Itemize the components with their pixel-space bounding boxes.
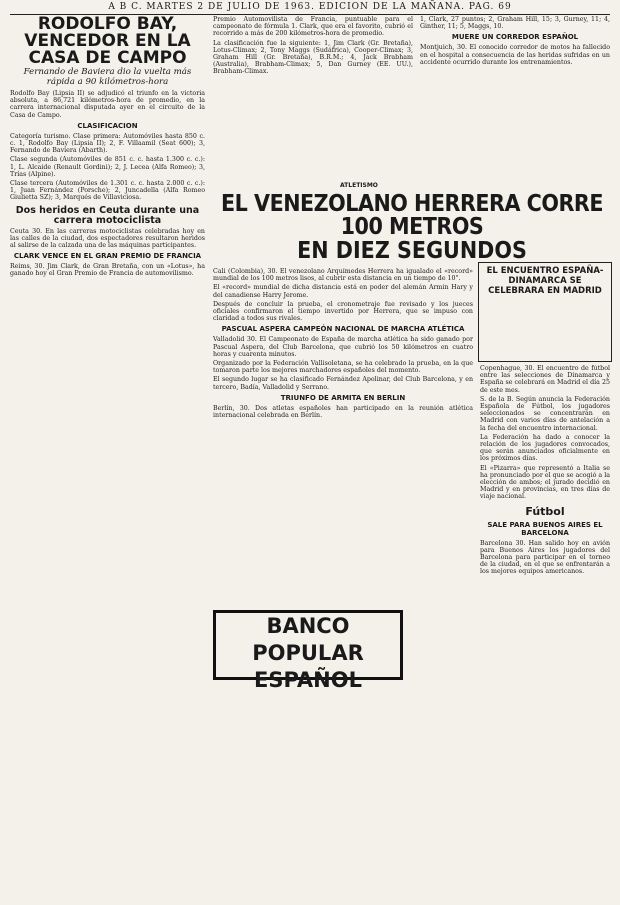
paragraph: Rodolfo Bay (Lipsia II) se adjudicó el triunfo en la victoria absoluta, a 86,721 kilómetros-hora de promedio, en la carrera internacional disputada ayer en el circuito de la Casa de Campo. [10,90,205,119]
paragraph: Clase segunda (Automóviles de 851 c. c. hasta 1.300 c. c.): 1, L. Alcaide (Renault Gordini); 2, J. Lecea (Alfa Romeo); 3, Trías (Alpine). [10,156,205,178]
boxed-article-espana-dinamarca [478,262,612,362]
paragraph: Clase tercera (Automóviles de 1.301 c. c. hasta 2.000 c. c.): 1, Juan Fernández (Porsche); 2, Juncadella (Alfa Romeo Giulietta SZ); 3, Marqués de Villaviciosa. [10,180,205,202]
paragraph: Reims, 30. Jim Clark, de Gran Bretaña, con un «Lotus», ha ganado hoy el Gran Premio de Francia de automovilismo. [10,263,205,278]
paragraph: 1, Clark, 27 puntos; 2, Graham Hill, 15; 3, Gurney, 11; 4, Ginther, 11; 5, Maggs, 10. [420,16,610,31]
column-2-top [213,16,413,196]
column-3-top [420,16,610,196]
article-herrera [213,268,473,598]
headline-aspera: PASCUAL ASPERA CAMPEÓN NACIONAL DE MARCHA ATLÉTICA [221,325,465,334]
headline-muere: MUERE UN CORREDOR ESPAÑOL [451,33,579,42]
banner-line-2: EN DIEZ SEGUNDOS [297,238,527,264]
ad-line-2: ESPAÑOL [254,668,362,692]
paragraph: Berlín, 30. Dos atletas españoles han participado en la reunión atlética internacional celebrada en Berlín. [213,404,473,420]
header-rule [10,14,610,15]
paragraph: Después de concluir la prueba, el cronometraje fue revisado y los jueces oficiales confirmaron el tiempo invertido por Herrera, que se impuso con claridad a todos sus rivales. [213,300,473,323]
paragraph: Valladolid 30. El Campeonato de España de marcha atlética ha sido ganado por Pascual Aspera, del Club Barcelona, que cubrió los 50 kilómetros en cuatro horas y cuarenta minutos. [213,336,473,358]
paragraph: Montjuich, 30. El conocido corredor de motos ha fallecido en el hospital a consecuencia de las heridas sufridas en un accidente ocurrido durante los entrenamientos. [420,44,610,66]
paragraph: Cali (Colombia), 30. El venezolano Arquímedes Herrera ha igualado el «record» mundial de los 100 metros lisos, al cubrir esta distancia en un tiempo de 10". [213,268,473,283]
headline-barcelona: SALE PARA BUENOS AIRES EL BARCELONA [487,520,603,537]
paragraph: Ceuta 30. En las carreras motociclistas celebradas hoy en las calles de la ciudad, dos espectadores resultaron heridos al salirse de la calzada una de las máquinas participantes. [10,227,205,250]
banner-line-1: EL VENEZOLANO HERRERA CORRE 100 METROS [221,191,603,240]
paragraph: Organizado por la Federación Vallisoletana, se ha celebrado la prueba, en la que tomaron parte los mejores marchadores españoles del momento. [213,360,473,375]
headline-clark: CLARK VENCE EN EL GRAN PREMIO DE FRANCIA [13,252,202,261]
paragraph: El «record» mundial de dicha distancia está en poder del alemán Armin Hary y del canadiense Harry Jerome. [213,284,473,299]
headline-encuentro: EL ENCUENTRO ESPAÑA-DINAMARCA SE CELEBRARA EN MADRID [486,266,604,296]
paragraph: Barcelona 30. Han salido hoy en avión para Buenos Aires los jugadores del Barcelona para participar en el torneo de la ciudad, en el que se enfrentarán a los mejores equipos americanos. [480,539,610,576]
paragraph: Categoría turismo. Clase primera: Automóviles hasta 850 c. c. 1, Rodolfo Bay (Lipsia II); 2, F. Villaamil (Seat 600); 3, Fernando de Baviera (Abarth). [10,132,205,155]
subheadline-baviera: Fernando de Baviera dio la vuelta más rápida a 90 kilómetros-hora [23,67,192,87]
headline-rodolfo-bay: RODOLFO BAY, VENCEDOR EN LA CASA DE CAMPO [24,16,191,68]
headline-ceuta: Dos heridos en Ceuta durante una carrera motociclista [15,204,200,226]
banner-headline [212,193,612,263]
headline-armita: TRIUNFO DE ARMITA EN BERLIN [280,393,406,402]
ad-banco-popular [213,610,403,692]
section-atletismo: ATLETISMO [340,182,378,189]
section-clasificacion: CLASIFICACION [77,121,138,130]
paragraph: La Federación ha dado a conocer la relación de los jugadores convocados, que serán anunciados oficialmente en los próximos días. [480,433,610,463]
column-3-bottom [480,365,610,905]
paragraph: Premio Automovilista de Francia, puntuable para el campeonato de fórmula 1. Clark, que era el favorito, cubrió el recorrido a más de 200 kilómetros-hora de promedio. [213,16,413,38]
ad-line-1: BANCO POPULAR [252,614,364,665]
paragraph: El «Pizarra» que representó a Italia se ha pronunciado por el que se acogió a la elección de ambos; el jurado decidió en Madrid y en provincias, en tres días de viaje nacional. [480,464,610,501]
paragraph: La clasificación fue la siguiente: 1, Jim Clark (Gr. Bretaña), Lotus-Climax; 2, Tony Maggs (Sudáfrica), Cooper-Climax; 3, Graham Hill (Gr. Bretaña), B.R.M.; 4, Jack Brabham (Australia), Brabham-Climax; 5, Dan Gurney (EE. UU.), Brabham-Climax. [213,39,413,76]
page-header: A B C. MARTES 2 DE JULIO DE 1963. EDICION DE LA MAÑANA. PAG. 69 [108,2,512,12]
section-futbol: Fútbol [525,504,565,518]
paragraph: El segundo lugar se ha clasificado Fernández Apolinar, del Club Barcelona, y en tercero, Badía, Valladolid y Serrano. [213,376,473,391]
paragraph: Copenhague, 30. El encuentro de fútbol entre las selecciones de Dinamarca y España se celebrará en Madrid el día 25 de este mes. [480,365,610,394]
column-1 [10,16,205,824]
paragraph: S. de la B. Según anuncia la Federación Española de Fútbol, los jugadores seleccionados se concentrarán en Madrid con varios días de antelación a la fecha del encuentro internacional. [480,395,610,432]
